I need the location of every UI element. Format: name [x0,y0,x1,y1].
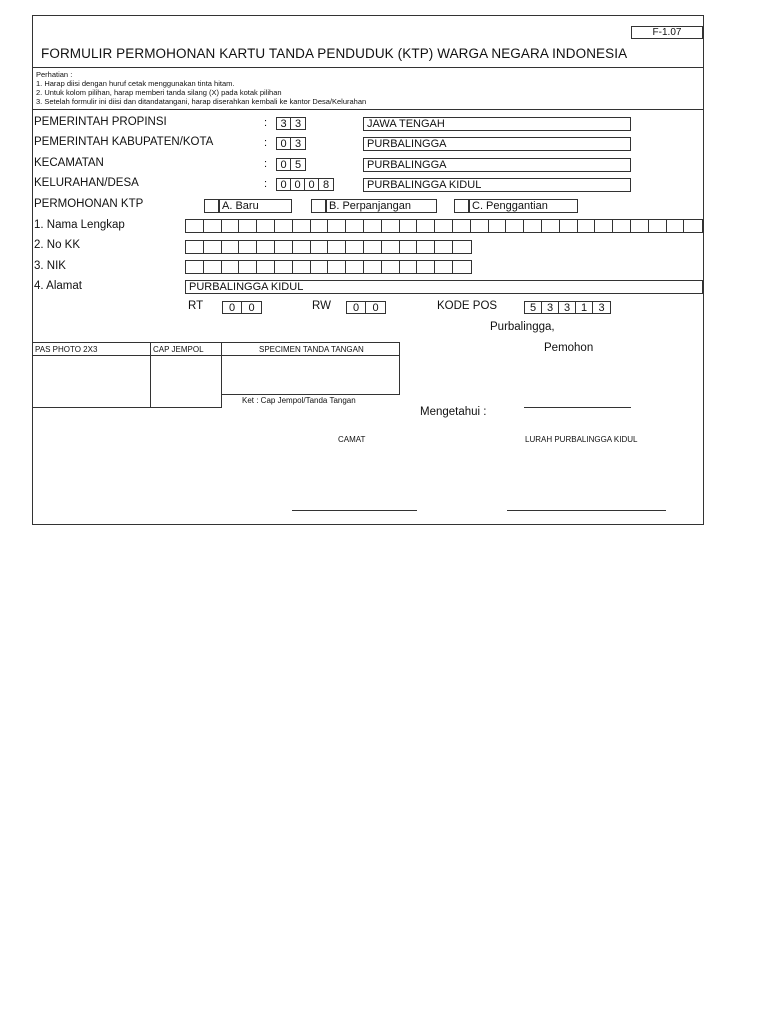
alamat-field[interactable]: PURBALINGGA KIDUL [185,280,703,294]
kodepos-digit: 1 [576,302,593,313]
notes-item: 1. Harap diisi dengan huruf cetak menggunakan tinta hitam. [36,79,235,88]
rw-field[interactable] [346,301,386,314]
option-baru-label: A. Baru [219,199,292,213]
kabupaten-colon: : [264,137,268,149]
pemohon-signature-line [524,407,631,408]
propinsi-label: PEMERINTAH PROPINSI [34,116,167,128]
kelurahan-name-field[interactable]: PURBALINGGA KIDUL [363,178,631,192]
kodepos-digit: 3 [598,302,605,314]
kodepos-field[interactable] [524,301,611,314]
code-digit: 0 [277,159,291,170]
code-digit: 3 [294,138,302,150]
option-perpanjangan-checkbox[interactable] [311,199,326,213]
propinsi-code[interactable] [276,117,306,130]
code-digit: 0 [277,179,291,190]
nik-input-grid[interactable] [185,260,472,274]
nokk-label: 2. No KK [34,239,81,251]
form-title: FORMULIR PERMOHONAN KARTU TANDA PENDUDUK (KTP) WARGA NEGARA INDONESIA [41,46,628,61]
camat-label: CAMAT [338,435,366,444]
option-perpanjangan-label: B. Perpanjangan [326,199,437,213]
kelurahan-colon: : [264,178,268,190]
nokk-input-grid[interactable] [185,240,472,254]
code-digit: 0 [291,179,305,190]
code-digit: 3 [294,118,302,130]
code-digit: 0 [277,138,291,149]
nama-label: 1. Nama Lengkap [34,219,125,231]
kelurahan-label: KELURAHAN/DESA [34,177,139,189]
code-digit: 5 [294,159,302,171]
specimen-header: SPECIMEN TANDA TANGAN [259,345,364,354]
kelurahan-code[interactable] [276,178,334,191]
mengetahui-label: Mengetahui : [420,406,487,418]
ket-note: Ket : Cap Jempol/Tanda Tangan [242,396,356,405]
code-digit: 0 [305,179,319,190]
kecamatan-label: KECAMATAN [34,157,104,169]
kodepos-digit: 5 [525,302,542,313]
alamat-label: 4. Alamat [34,280,82,292]
camat-signature-line [292,510,417,511]
lurah-label: LURAH PURBALINGGA KIDUL [525,435,638,444]
propinsi-name-field[interactable]: JAWA TENGAH [363,117,631,131]
rw-label: RW [312,300,331,312]
permohonan-label: PERMOHONAN KTP [34,198,144,210]
code-digit: 8 [322,179,330,191]
pemohon-label: Pemohon [544,342,594,354]
code-digit: 3 [277,118,291,129]
option-baru-checkbox[interactable] [204,199,219,213]
nama-input-grid[interactable] [185,219,703,233]
propinsi-colon: : [264,117,268,129]
form-code: F-1.07 [631,26,703,39]
rt-label: RT [188,300,204,312]
nik-label: 3. NIK [34,260,66,272]
kabupaten-name-field[interactable]: PURBALINGGA [363,137,631,151]
rw-digit: 0 [347,302,366,313]
table-header-divider [32,355,400,356]
kecamatan-code[interactable] [276,158,306,171]
rw-digit: 0 [372,302,379,314]
notes-item: 3. Setelah formulir ini diisi dan ditandatangani, harap diserahkan kembali ke kantor Desa/Kelurahan [36,97,367,106]
option-penggantian-label: C. Penggantian [469,199,578,213]
lurah-signature-line [507,510,666,511]
kabupaten-code[interactable] [276,137,306,150]
notes-box [32,67,704,110]
kodepos-digit: 3 [559,302,576,313]
rt-digit: 0 [223,302,242,313]
option-penggantian-checkbox[interactable] [454,199,469,213]
kecamatan-name-field[interactable]: PURBALINGGA [363,158,631,172]
notes-item: 2. Untuk kolom pilihan, harap memberi tanda silang (X) pada kotak pilihan [36,88,282,97]
notes-heading: Perhatian : [36,70,73,79]
pas-photo-header: PAS PHOTO 2X3 [35,345,98,354]
rt-field[interactable] [222,301,262,314]
rt-digit: 0 [248,302,255,314]
place-date-label: Purbalingga, [490,321,555,333]
kodepos-label: KODE POS [437,300,498,312]
kabupaten-label: PEMERINTAH KABUPATEN/KOTA [34,136,214,148]
cap-jempol-header: CAP JEMPOL [153,345,204,354]
kecamatan-colon: : [264,158,268,170]
kodepos-digit: 3 [542,302,559,313]
